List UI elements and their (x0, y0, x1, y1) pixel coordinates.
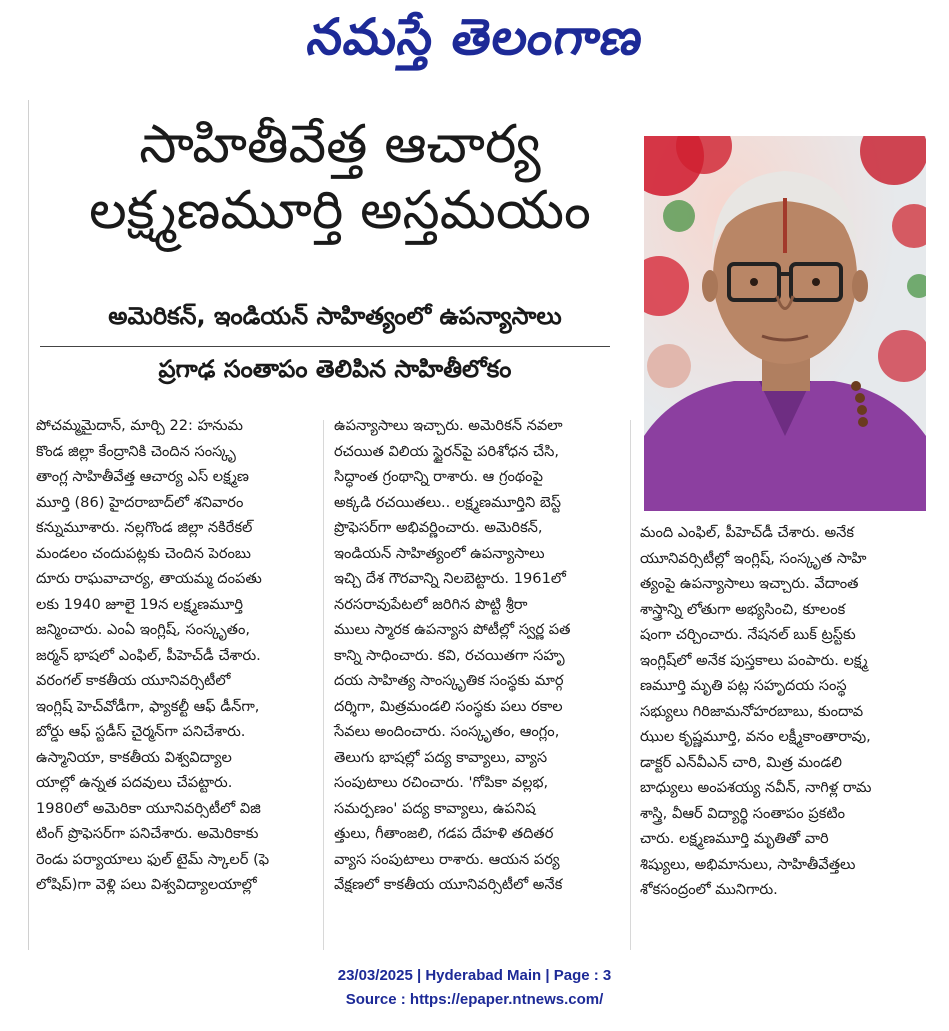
subhead-divider (40, 346, 610, 347)
column-divider (323, 420, 324, 950)
article-column-2: ఉపన్యాసాలు ఇచ్చారు. అమెరికన్ నవలా రచయిత విలియ స్టైరన్‌పై పరిశోధన చేసి, సిద్ధాంత గ్రంథాన్ని రాశారు. ఆ గ్రంథంపై అక్కడి రచయితలు.. లక్ష్మణమూర్తిని బెస్ట్ ప్రొఫెసర్‌గా అభివర్ణించారు. అమెరికన్, ఇండియన్ సాహిత్యంలో ఉపన్యాసాలు ఇచ్చి దేశ గౌరవాన్ని నిలబెట్టారు. 1961లో నరసరావుపేటలో జరిగిన పొట్టి శ్రీరా ములు స్మారక ఉపన్యాస పోటీల్లో స్వర్ణ పత కాన్ని సాధించారు. కవి, రచయితగా సహృ దయ సాహిత్య సాంస్కృతిక సంస్థకు మార్గ దర్శిగా, మిత్రమండలి సంస్థకు పలు రకాల సేవలు అందించారు. సంస్కృతం, ఆంగ్లం, తెలుగు భాషల్లో పద్య కావ్యాలు, వ్యాస సంపుటాలు రచించారు. 'గోపికా వల్లభ, సమర్పణం' పద్య కావ్యాలు, ఉపనిష త్తులు, గీతాంజలి, గడప దేహళి తదితర వ్యాస సంపుటాలు రాశారు. ఆయన పర్య వేక్షణలో కాకతీయ యూనివర్సిటీలో అనేక (334, 417, 571, 893)
headline (40, 112, 640, 244)
footer-edition-info: 23/03/2025 | Hyderabad Main | Page : 3 (337, 967, 612, 984)
headline-line-1: సాహితీవేత్త ఆచార్య (139, 114, 541, 175)
portrait-photo (644, 136, 926, 511)
article-column-1: పోచమ్మమైదాన్, మార్చి 22: హనుమ కొండ జిల్లా కేంద్రానికి చెందిన సంస్కృ తాంగ్ల సాహితీవేత్త ఆచార్య ఎస్ లక్ష్మణ మూర్తి (86) హైదరాబాద్‌లో శనివారం కన్నుమూశారు. నల్లగొండ జిల్లా నకిరేకల్ మండలం చందుపట్లకు చెందిన పెరంబు దూరు రాఘవాచార్య, తాయమ్మ దంపతు లకు 1940 జూలై 19న లక్ష్మణమూర్తి జన్మించారు. ఎంఏ ఇంగ్లిష్, సంస్కృతం, జర్మన్ భాషలో ఎంఫిల్, పీహెచ్‌డీ చేశారు. వరంగల్ కాకతీయ యూనివర్సిటీలో ఇంగ్లిష్ హెచ్‌వోడీగా, ఫ్యాకల్టీ ఆఫ్ డీన్‌గా, బోర్డు ఆఫ్ స్టడీస్ చైర్మన్‌గా పనిచేశారు. ఉస్మానియా, కాకతీయ విశ్వవిద్యాల యాల్లో ఉన్నత పదవులు చేపట్టారు. 1980లో అమెరికా యూనివర్సిటీలో విజి టింగ్ ప్రొఫెసర్‌గా పనిచేశారు. అమెరికాకు రెండు పర్యాయాలు ఫుల్ టైమ్ స్కాలర్ (ఫె లోషిప్)గా వెళ్లి పలు విశ్వవిద్యాలయాల్లో (36, 417, 270, 893)
portrait-illustration (644, 136, 926, 511)
masthead (0, 0, 949, 86)
headline-line-2: లక్ష్మణమూర్తి అస్తమయం (89, 180, 591, 241)
masthead-title: నమస్తే తెలంగాణ (303, 7, 648, 66)
subheadline-2: ప్రగాఢ సంతాపం తెలిపిన సాహితీలోకం (158, 355, 512, 383)
column-divider (630, 420, 631, 950)
footer-source-link[interactable]: Source : https://epaper.ntnews.com/ (345, 991, 604, 1008)
article-column-3: మంది ఎంఫిల్, పీహెచ్‌డీ చేశారు. అనేక యూనివర్సిటీల్లో ఇంగ్లిష్, సంస్కృత సాహి త్యంపై ఉపన్యాసాలు ఇచ్చారు. వేదాంత శాస్త్రాన్ని లోతుగా అభ్యసించి, కూలంక షంగా చర్చించారు. నేషనల్ బుక్ ట్రస్ట్‌కు ఇంగ్లిష్‌లో అనేక పుస్తకాలు పంపారు. లక్ష్మ ణమూర్తి మృతి పట్ల సహృదయ సంస్థ సభ్యులు గిరిజామనోహరబాబు, కుందావ ఝుల కృష్ణమూర్తి, వనం లక్ష్మీకాంతారావు, డాక్టర్ ఎన్‌వీఎన్ చారి, మిత్ర మండలి బాధ్యులు అంపశయ్య నవీన్, నాగిళ్ల రామ శాస్త్రి, వీఆర్ విద్యార్థి సంతాపం ప్రకటిం చారు. లక్ష్మణమూర్తి మృతితో వారి శిష్యులు, అభిమానులు, సాహితీవేత్తలు శోకసంద్రంలో మునిగారు. (640, 524, 872, 898)
subheadline-1: అమెరికన్, ఇండియన్ సాహిత్యంలో ఉపన్యాసాలు (108, 302, 562, 330)
left-border (28, 100, 29, 950)
